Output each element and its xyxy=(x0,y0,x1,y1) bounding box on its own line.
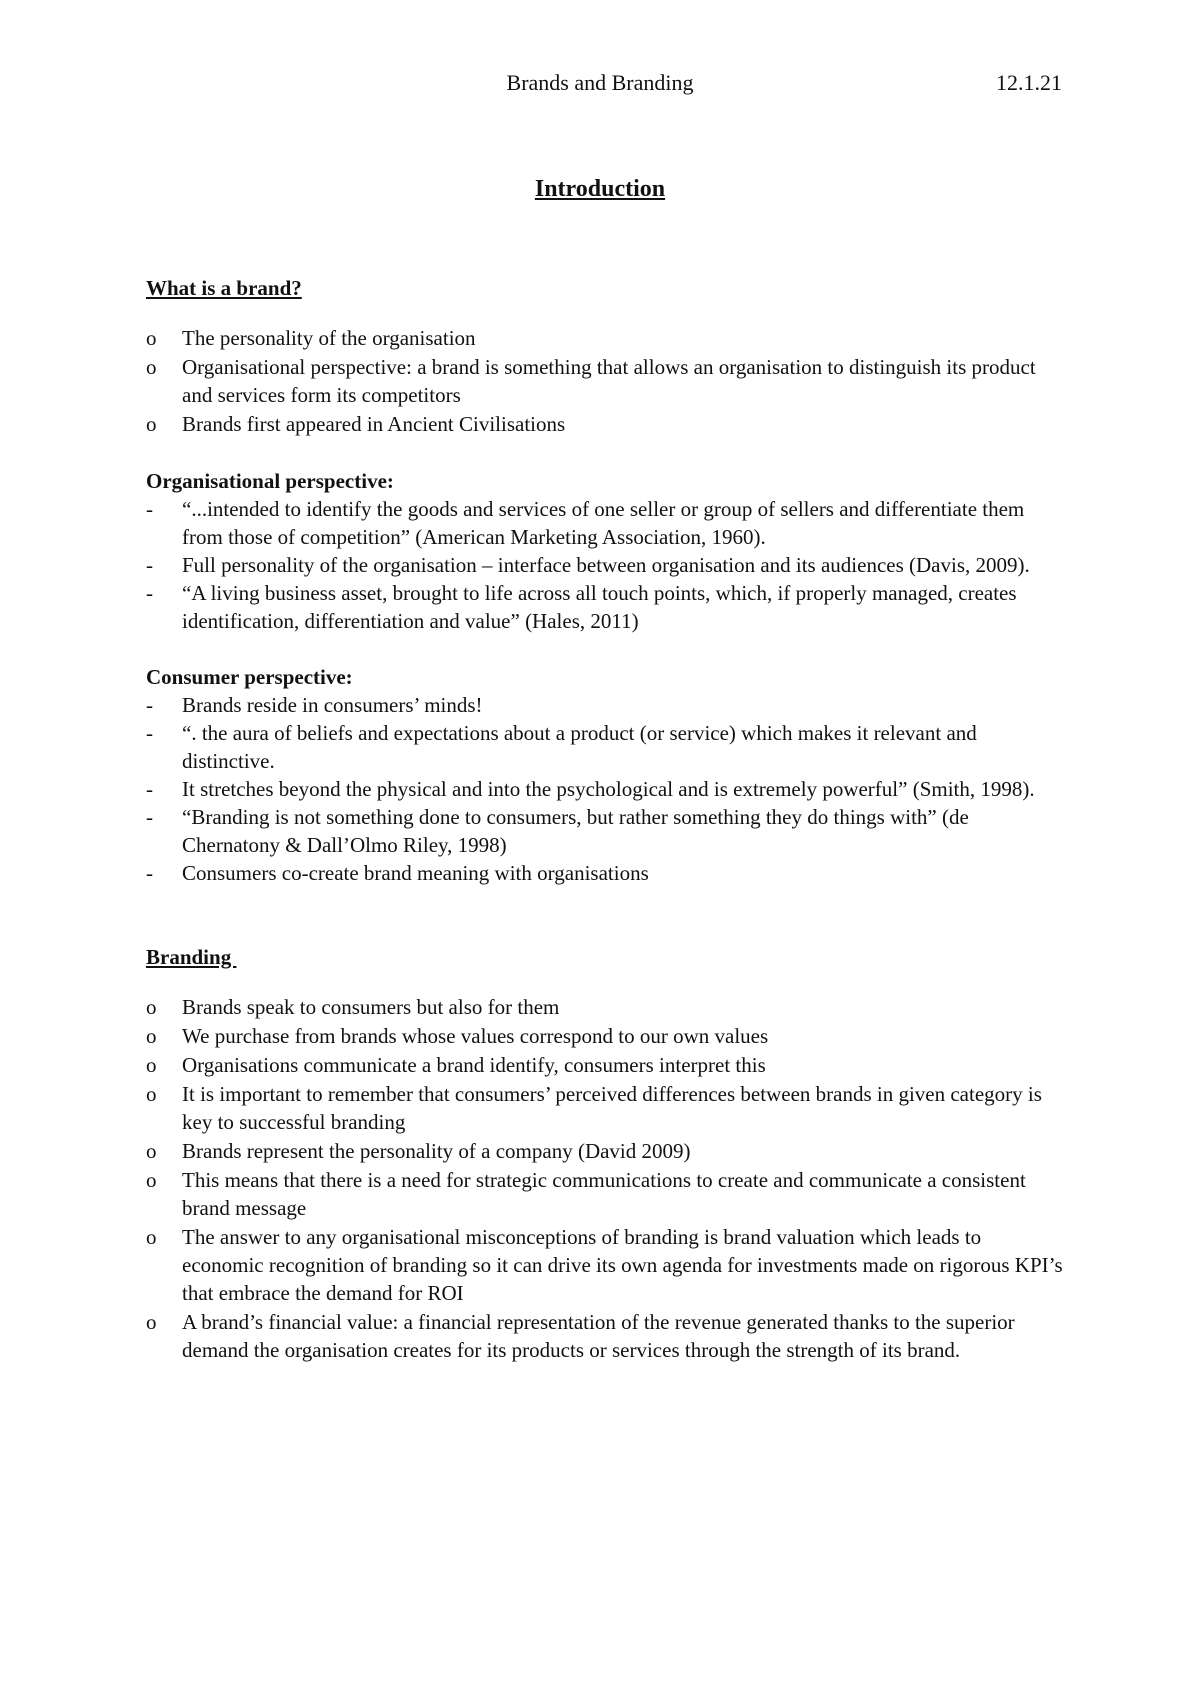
section-heading-what-is-a-brand: What is a brand? xyxy=(146,276,302,300)
circle-bullet-icon: o xyxy=(146,995,157,1019)
circle-bullet-icon: o xyxy=(146,1024,157,1048)
circle-bullet-icon: o xyxy=(146,412,157,436)
dash-bullet-icon: - xyxy=(146,581,153,605)
circle-bullet-icon: o xyxy=(146,326,157,350)
section-heading-consumer-perspective: Consumer perspective: xyxy=(146,665,353,689)
header-title: Brands and Branding xyxy=(506,70,694,95)
list-item: o The answer to any organisational misconceptions of branding is brand valuation which leads to economic recognition of branding so it can drive its own agenda for investments made on rigorous KPI’s that embrace the demand for ROI xyxy=(146,1225,1063,1305)
circle-bullet-icon: o xyxy=(146,1310,157,1334)
list-item: - “A living business asset, brought to life across all touch points, which, if properly managed, creates identification, differentiation and value” (Hales, 2011) xyxy=(146,581,1017,633)
circle-bullet-icon: o xyxy=(146,1082,157,1106)
list-item: o The personality of the organisation xyxy=(146,326,476,350)
dash-bullet-icon: - xyxy=(146,693,153,717)
list-item: o Brands first appeared in Ancient Civilisations xyxy=(146,412,566,436)
list-item: o A brand’s financial value: a financial representation of the revenue generated thanks to the superior demand the organisation creates for its products or services through the strength of its brand. xyxy=(146,1310,1015,1362)
circle-bullet-icon: o xyxy=(146,1225,157,1249)
circle-bullet-icon: o xyxy=(146,355,157,379)
list-item: o Brands speak to consumers but also for them xyxy=(146,995,560,1019)
consumer-perspective-list xyxy=(146,691,1066,887)
list-item: - “...intended to identify the goods and services of one seller or group of sellers and differentiate them from those of competition” (American Marketing Association, 1960). xyxy=(146,497,1025,549)
list-item: - It stretches beyond the physical and into the psychological and is extremely powerful” (Smith, 1998). xyxy=(146,777,1035,801)
section-heading-branding: Branding xyxy=(146,945,237,969)
list-item: - “Branding is not something done to consumers, but rather something they do things with” (de Chernatony & Dall’Olmo Riley, 1998) xyxy=(146,805,969,857)
header-date: 12.1.21 xyxy=(996,70,1062,95)
list-item: o We purchase from brands whose values correspond to our own values xyxy=(146,1024,769,1048)
list-item: o Organisations communicate a brand identify, consumers interpret this xyxy=(146,1053,766,1077)
organisational-perspective-list xyxy=(146,495,1066,635)
dash-bullet-icon: - xyxy=(146,861,153,885)
circle-bullet-icon: o xyxy=(146,1053,157,1077)
page-title: Introduction xyxy=(534,176,666,202)
branding-list xyxy=(146,993,1066,1364)
list-item: o This means that there is a need for strategic communications to create and communicate a consistent brand message xyxy=(146,1168,1026,1220)
dash-bullet-icon: - xyxy=(146,777,153,801)
list-item: o Brands represent the personality of a company (David 2009) xyxy=(146,1139,691,1163)
circle-bullet-icon: o xyxy=(146,1168,157,1192)
dash-bullet-icon: - xyxy=(146,721,153,745)
list-item: o Organisational perspective: a brand is something that allows an organisation to distinguish its product and services form its competitors xyxy=(146,355,1036,407)
list-item: - Brands reside in consumers’ minds! xyxy=(146,693,483,717)
circle-bullet-icon: o xyxy=(146,1139,157,1163)
dash-bullet-icon: - xyxy=(146,497,153,521)
list-item: o It is important to remember that consumers’ perceived differences between brands in given category is key to successful branding xyxy=(146,1082,1042,1134)
list-item: - “. the aura of beliefs and expectations about a product (or service) which makes it relevant and distinctive. xyxy=(146,721,977,773)
document-body xyxy=(146,274,1066,1365)
list-item: - Consumers co-create brand meaning with organisations xyxy=(146,861,649,885)
dash-bullet-icon: - xyxy=(146,805,153,829)
section-heading-organisational-perspective: Organisational perspective: xyxy=(146,469,394,493)
list-item: - Full personality of the organisation – interface between organisation and its audiences (Davis, 2009). xyxy=(146,553,1030,577)
what-is-a-brand-list xyxy=(146,324,1066,438)
dash-bullet-icon: - xyxy=(146,553,153,577)
